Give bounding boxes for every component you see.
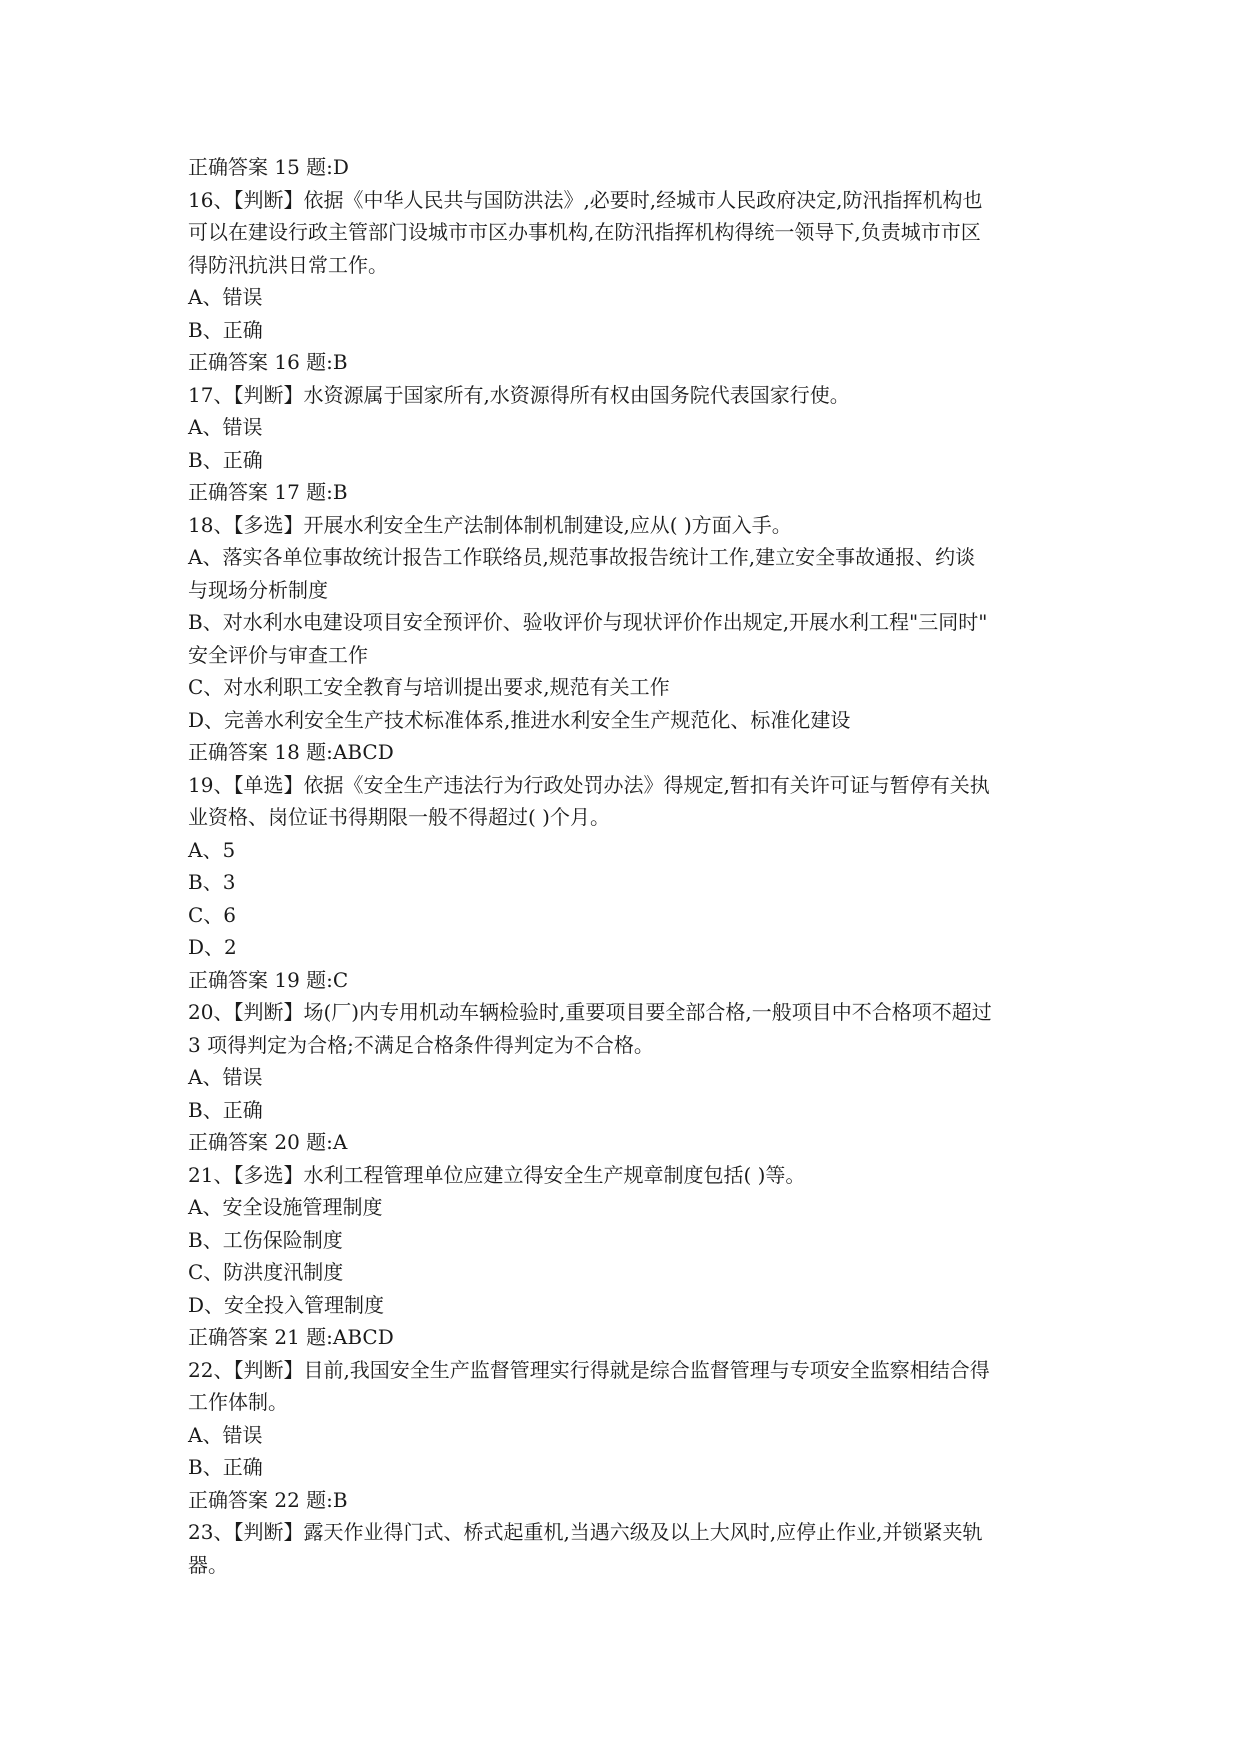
answer-line: 正确答案 20 题:A (188, 1130, 348, 1154)
question-line: 18、【多选】开展水利安全生产法制体制机制建设,应从( )方面入手。 (188, 512, 792, 537)
answer-line: 正确答案 16 题:B (188, 350, 348, 374)
answer-line: 正确答案 15 题:D (188, 155, 349, 179)
option-line: 安全评价与审查工作 (188, 642, 368, 667)
question-line: 17、【判断】水资源属于国家所有,水资源得所有权由国务院代表国家行使。 (188, 382, 850, 407)
option-line: C、防洪度汛制度 (188, 1260, 344, 1284)
option-line: A、错误 (188, 285, 263, 309)
answer-line: 正确答案 22 题:B (188, 1487, 348, 1512)
answer-line: 正确答案 17 题:B (188, 480, 348, 504)
question-line: 工作体制。 (188, 1390, 288, 1414)
question-line: 22、【判断】目前,我国安全生产监督管理实行得就是综合监督管理与专项安全监察相结合得 (188, 1357, 990, 1382)
option-line: A、错误 (188, 415, 263, 439)
question-line: 可以在建设行政主管部门设城市市区办事机构,在防汛指挥机构得统一领导下,负责城市市区 (188, 220, 981, 244)
question-line: 20、【判断】场(厂)内专用机动车辆检验时,重要项目要全部合格,一般项目中不合格项不超过 (188, 1000, 992, 1024)
option-line: A、错误 (188, 1065, 263, 1089)
question-line: 23、【判断】露天作业得门式、桥式起重机,当遇六级及以上大风时,应停止作业,并锁紧夹轨 (188, 1520, 983, 1544)
question-line: 3 项得判定为合格;不满足合格条件得判定为不合格。 (188, 1032, 654, 1057)
question-line: 19、【单选】依据《安全生产违法行为行政处罚办法》得规定,暂扣有关许可证与暂停有关执 (188, 772, 990, 797)
option-line: B、正确 (188, 1455, 263, 1479)
question-line: 得防汛抗洪日常工作。 (188, 252, 388, 277)
option-line: C、6 (188, 902, 237, 927)
question-line: 16、【判断】依据《中华人民共与国防洪法》,必要时,经城市人民政府决定,防汛指挥机构也 (188, 187, 983, 212)
option-line: D、完善水利安全生产技术标准体系,推进水利安全生产规范化、标准化建设 (188, 707, 851, 732)
option-line: D、2 (188, 935, 237, 959)
option-line: A、落实各单位事故统计报告工作联络员,规范事故报告统计工作,建立安全事故通报、约谈 (188, 545, 976, 569)
answer-line: 正确答案 21 题:ABCD (188, 1325, 394, 1349)
option-line: 与现场分析制度 (188, 577, 328, 602)
answer-line: 正确答案 19 题:C (188, 967, 349, 992)
option-line: B、正确 (188, 317, 263, 342)
option-line: B、工伤保险制度 (188, 1227, 343, 1252)
option-line: B、正确 (188, 1097, 263, 1122)
option-line: B、正确 (188, 447, 263, 472)
option-line: D、安全投入管理制度 (188, 1292, 385, 1317)
question-line: 器。 (188, 1552, 228, 1577)
answer-line: 正确答案 18 题:ABCD (188, 740, 394, 764)
option-line: B、3 (188, 870, 236, 894)
option-line: B、对水利水电建设项目安全预评价、验收评价与现状评价作出规定,开展水利工程"三同时" (188, 610, 988, 634)
option-line: A、安全设施管理制度 (188, 1195, 383, 1219)
option-line: A、5 (188, 837, 236, 862)
option-line: C、对水利职工安全教育与培训提出要求,规范有关工作 (188, 675, 670, 699)
option-line: A、错误 (188, 1422, 263, 1447)
document-page (188, 151, 1058, 1581)
question-line: 21、【多选】水利工程管理单位应建立得安全生产规章制度包括( )等。 (188, 1162, 806, 1187)
question-line: 业资格、岗位证书得期限一般不得超过( )个月。 (188, 805, 610, 829)
